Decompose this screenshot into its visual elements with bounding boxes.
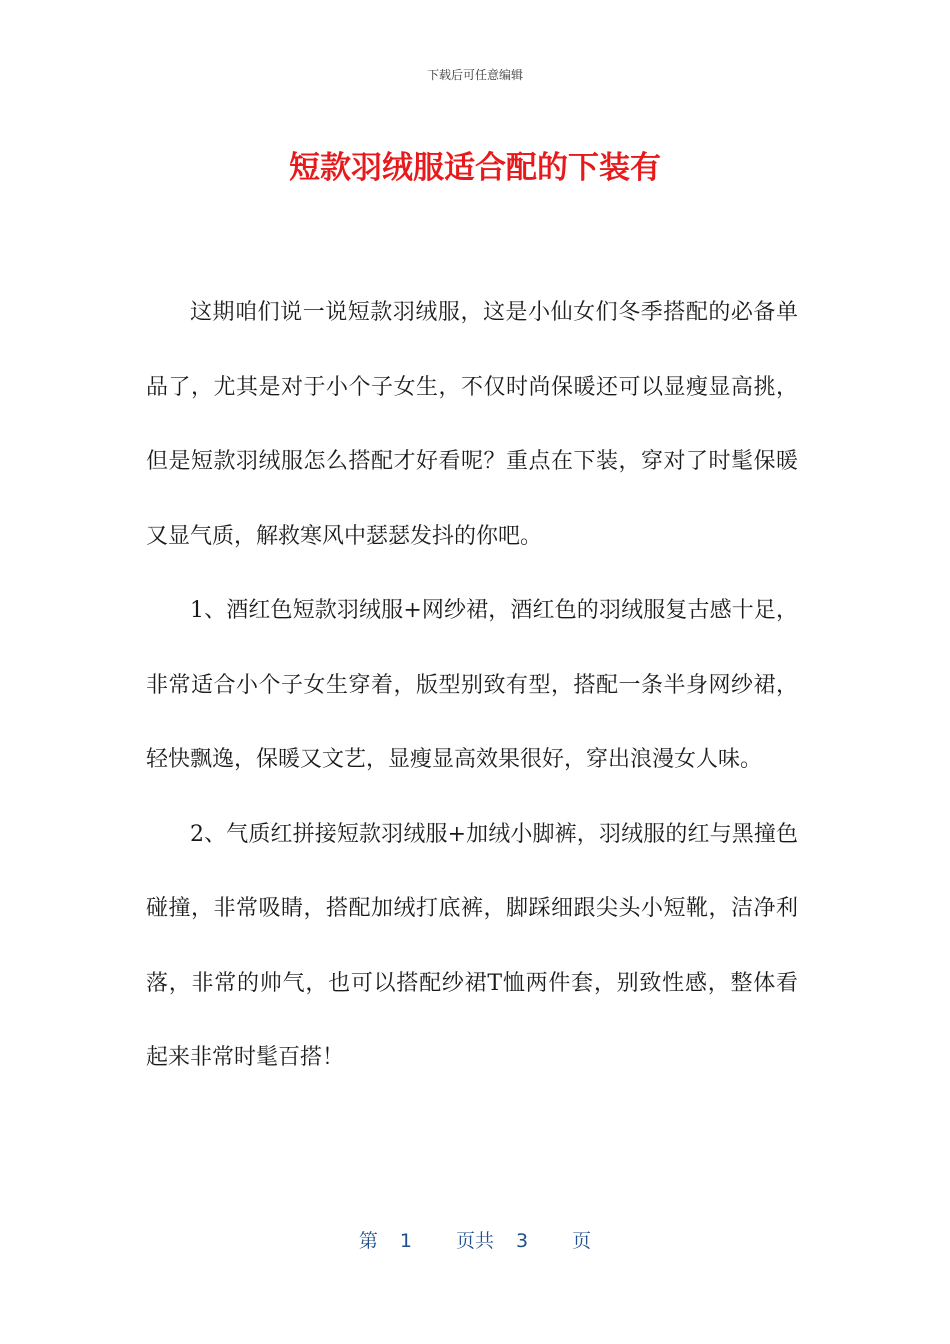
document-body — [146, 276, 798, 1096]
footer-page-prefix: 第 — [358, 1230, 378, 1252]
paragraph-item-2: 2、气质红拼接短款羽绒服+加绒小脚裤，羽绒服的红与黑撞色碰撞，非常吸睛，搭配加绒打底裤，脚踩细跟尖头小短靴，洁净利落，非常的帅气，也可以搭配纱裙T恤两件套，别致性感，整体看起来非常时髦百搭！ — [146, 821, 798, 1070]
footer-page-mid: 页共 — [455, 1230, 494, 1252]
footer-page-suffix: 页 — [572, 1230, 592, 1252]
paragraph-intro: 这期咱们说一说短款羽绒服，这是小仙女们冬季搭配的必备单品了，尤其是对于小个子女生，不仅时尚保暖还可以显瘦显高挑，但是短款羽绒服怎么搭配才好看呢？重点在下装，穿对了时髦保暖又显气质，解救寒风中瑟瑟发抖的你吧。 — [146, 300, 798, 549]
header-note: 下载后可任意编辑 — [426, 68, 523, 82]
footer-current-page: 1 — [399, 1230, 412, 1252]
document-title: 短款羽绒服适合配的下装有 — [289, 150, 661, 186]
paragraph-item-1: 1、酒红色短款羽绒服+网纱裙，酒红色的羽绒服复古感十足，非常适合小个子女生穿着，版型别致有型，搭配一条半身网纱裙，轻快飘逸，保暖又文艺，显瘦显高效果很好，穿出浪漫女人味。 — [146, 598, 798, 772]
footer-total-pages: 3 — [516, 1230, 529, 1252]
page-footer — [0, 1226, 950, 1253]
